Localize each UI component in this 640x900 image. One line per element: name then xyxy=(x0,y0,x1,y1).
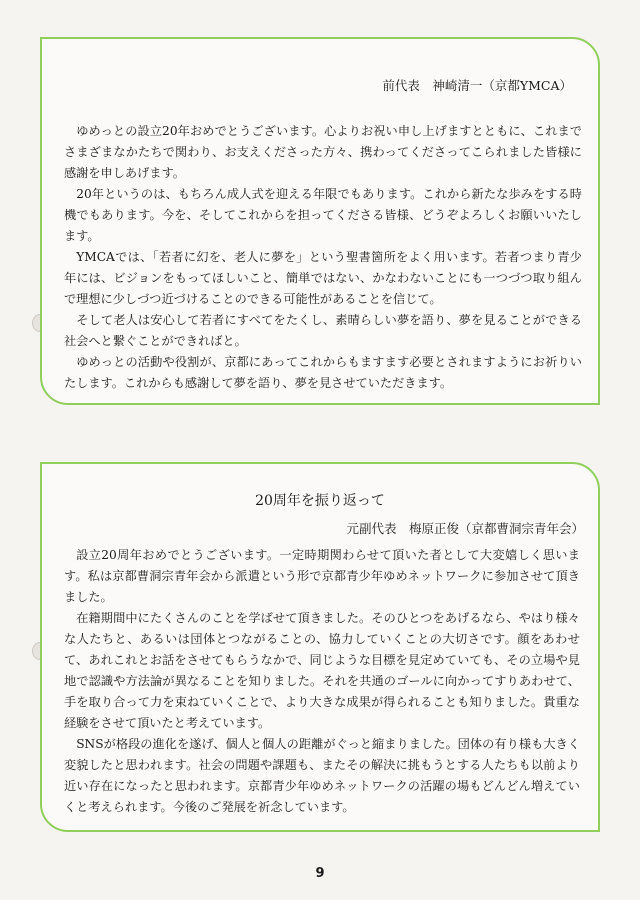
message-box-2 xyxy=(40,462,600,832)
paragraph: 20年というのは、もちろん成人式を迎える年限でもあります。これから新たな歩みをする時機でもあります。今を、そしてこれからを担ってくださる皆様、どうぞよろしくお願いいたします。 xyxy=(64,187,582,243)
signature-2: 元副代表 梅原正俊（京都曹洞宗青年会） xyxy=(346,521,584,536)
message-body-2 xyxy=(64,545,580,818)
paragraph: 設立20周年おめでとうございます。一定時期関わらせて頂いた者として大変嬉しく思います。私は京都曹洞宗青年会から派遣という形で京都青少年ゆめネットワークに参加させて頂きました。 xyxy=(64,548,580,604)
paragraph: SNSが格段の進化を遂げ、個人と個人の距離がぐっと縮まりました。団体の有り様も大きく変貌したと思われます。社会の問題や課題も、またその解決に挑もうとする人たちも以前より近い存在になったと思われます。京都青少年ゆめネットワークの活躍の場もどんどん増えていくと考えられます。今後のご発展を祈念しています。 xyxy=(64,737,580,814)
paragraph: YMCAでは、「若者に幻を、老人に夢を」という聖書箇所をよく用います。若者つまり青少年には、ビジョンをもってほしいこと、簡単ではない、かなわないことにも一つづつ取り組んで理想に少しづつ近づけることのできる可能性があることを信じて。 xyxy=(64,250,582,306)
paragraph: ゆめっとの活動や役割が、京都にあってこれからもますます必要とされますようにお祈りいたします。これからも感謝して夢を語り、夢を見させていただきます。 xyxy=(64,355,582,390)
message-body-1 xyxy=(64,121,582,394)
paragraph: ゆめっとの設立20年おめでとうございます。心よりお祝い申し上げますとともに、これまでさまざまなかたちで関わり、お支えくださった方々、携わってくださってこられました皆様に感謝を申しあげます。 xyxy=(64,124,582,180)
signature-1: 前代表 神崎清一（京都YMCA） xyxy=(382,78,572,93)
paragraph: 在籍期間中にたくさんのことを学ばせて頂きました。そのひとつをあげるなら、やはり様々な人たちと、あるいは団体とつながることの、協力していくことの大切さです。顔をあわせて、あれこれとお話をさせてもらうなかで、同じような目標を見定めていても、その立場や見地で認識や方法論が異なることを知りました。それを共通のゴールに向かってすりあわせて、手を取り合って力を束ねていくことで、より大きな成果が得られることも知りました。貴重な経験をさせて頂いたと考えています。 xyxy=(64,611,580,730)
paragraph: そして老人は安心して若者にすべてをたくし、素晴らしい夢を語り、夢を見ることができる社会へと繋ぐことができればと。 xyxy=(64,313,582,348)
message-box-1 xyxy=(40,37,600,405)
section-title: 20周年を振り返って xyxy=(255,493,385,509)
page-number: 9 xyxy=(315,866,325,881)
